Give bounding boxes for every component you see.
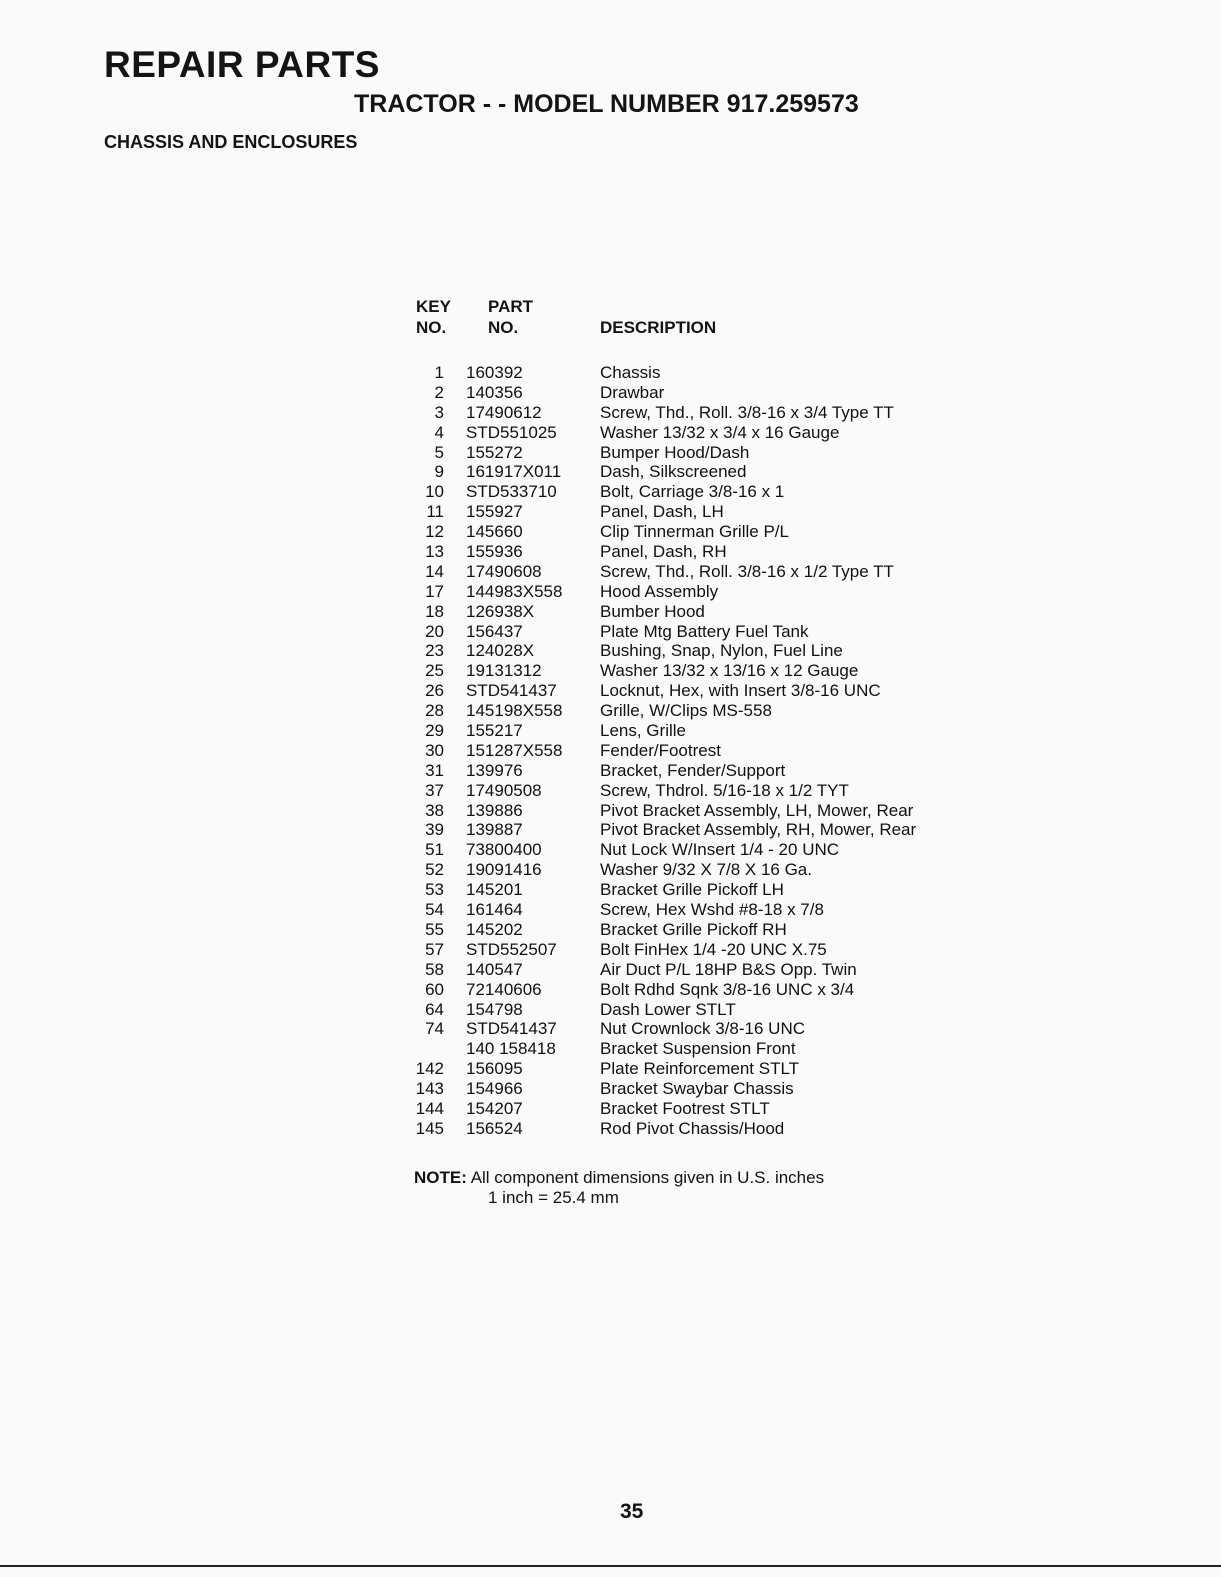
part-header-line2: NO.: [488, 318, 519, 337]
description-cell: Nut Lock W/Insert 1/4 - 20 UNC: [600, 840, 840, 860]
part-no-cell: 145202: [466, 919, 523, 939]
part-no-cell: 140356: [466, 382, 523, 402]
table-row: [400, 1000, 1040, 1020]
description-cell: Drawbar: [600, 382, 665, 402]
part-no-cell: 155936: [466, 542, 523, 562]
description-cell: Panel, Dash, LH: [600, 502, 724, 522]
table-row: [400, 820, 1040, 840]
part-no-cell: 161464: [466, 900, 523, 920]
table-row: [400, 403, 1040, 423]
part-no-cell: 124028X: [466, 641, 535, 661]
key-no-cell: 55: [425, 919, 444, 939]
part-no-cell: 140547: [466, 959, 523, 979]
key-no-cell: 1: [434, 363, 444, 382]
table-row: [400, 383, 1040, 403]
description-cell: Plate Mtg Battery Fuel Tank: [600, 621, 809, 641]
description-cell: Screw, Thdrol. 5/16-18 x 1/2 TYT: [600, 780, 849, 800]
key-no-cell: 53: [425, 880, 444, 900]
table-row: [400, 1099, 1040, 1119]
part-no-cell: 160392: [466, 363, 523, 382]
key-no-cell: 17: [425, 581, 444, 601]
key-no-column-header: [416, 296, 451, 338]
part-no-cell: 154207: [466, 1098, 523, 1118]
description-cell: Pivot Bracket Assembly, LH, Mower, Rear: [600, 800, 914, 820]
description-cell: Bracket Grille Pickoff RH: [600, 919, 787, 939]
part-no-cell: STD551025: [466, 422, 557, 442]
part-no-cell: 17490612: [466, 402, 542, 422]
part-no-cell: 19131312: [466, 661, 542, 681]
part-no-cell: 139886: [466, 800, 523, 820]
table-row: [400, 681, 1040, 701]
part-no-cell: 156095: [466, 1059, 523, 1079]
table-row: [400, 1059, 1040, 1079]
part-no-cell: 151287X558: [466, 740, 563, 760]
table-row: [400, 920, 1040, 940]
part-no-cell: 155272: [466, 442, 523, 462]
part-no-cell: 139887: [466, 820, 523, 840]
part-no-cell: 19091416: [466, 860, 542, 880]
table-row: [400, 562, 1040, 582]
table-row: [400, 940, 1040, 960]
table-row: [400, 1039, 1040, 1059]
parts-list: [400, 363, 1040, 1139]
key-no-cell: 142: [415, 1059, 444, 1079]
table-row: [400, 701, 1040, 721]
description-cell: Rod Pivot Chassis/Hood: [600, 1118, 785, 1138]
key-no-cell: 26: [425, 681, 444, 701]
description-cell: Dash, Silkscreened: [600, 462, 747, 482]
table-row: [400, 840, 1040, 860]
table-row: [400, 582, 1040, 602]
key-no-cell: 28: [425, 701, 444, 721]
key-no-cell: 52: [425, 860, 444, 880]
table-row: [400, 761, 1040, 781]
part-no-cell: 156437: [466, 621, 523, 641]
description-cell: Bracket Footrest STLT: [600, 1098, 770, 1118]
key-no-cell: 60: [425, 979, 444, 999]
table-row: [400, 482, 1040, 502]
description-cell: Washer 13/32 x 13/16 x 12 Gauge: [600, 661, 859, 681]
table-row: [400, 880, 1040, 900]
part-no-cell: 154966: [466, 1079, 523, 1099]
table-row: [400, 900, 1040, 920]
description-cell: Bracket Suspension Front: [600, 1039, 796, 1059]
key-no-cell: 9: [434, 462, 444, 482]
part-no-cell: 17490508: [466, 780, 542, 800]
description-cell: Clip Tinnerman Grille P/L: [600, 522, 789, 542]
description-cell: Panel, Dash, RH: [600, 542, 727, 562]
part-no-cell: 72140606: [466, 979, 542, 999]
part-no-cell: 155927: [466, 502, 523, 522]
description-cell: Locknut, Hex, with Insert 3/8-16 UNC: [600, 681, 881, 701]
part-no-column-header: [488, 296, 533, 338]
key-no-cell: 10: [425, 482, 444, 502]
part-no-cell: 154798: [466, 999, 523, 1019]
description-cell: Nut Crownlock 3/8-16 UNC: [600, 1019, 806, 1039]
key-no-cell: 145: [415, 1118, 444, 1138]
description-cell: Dash Lower STLT: [600, 999, 736, 1019]
table-row: [400, 741, 1040, 761]
key-no-cell: 12: [425, 522, 444, 542]
key-no-cell: 11: [426, 502, 444, 522]
description-cell: Screw, Thd., Roll. 3/8-16 x 3/4 Type TT: [600, 402, 894, 422]
section-heading: CHASSIS AND ENCLOSURES: [104, 132, 358, 152]
description-cell: Bolt FinHex 1/4 -20 UNC X.75: [600, 939, 827, 959]
description-cell: Chassis: [600, 363, 661, 382]
table-row: [400, 1019, 1040, 1039]
key-no-cell: 23: [425, 641, 444, 661]
description-cell: Bumper Hood/Dash: [600, 442, 750, 462]
key-no-cell: 38: [425, 800, 444, 820]
table-row: [400, 860, 1040, 880]
table-row: [400, 661, 1040, 681]
part-no-cell: 156524: [466, 1118, 523, 1138]
key-no-cell: 4: [434, 422, 444, 442]
key-no-cell: 51: [425, 840, 444, 860]
part-no-cell: 17490608: [466, 561, 542, 581]
note-conversion: 1 inch = 25.4 mm: [488, 1188, 619, 1207]
table-row: [400, 960, 1040, 980]
description-cell: Lens, Grille: [600, 721, 686, 741]
part-no-cell: 73800400: [466, 840, 542, 860]
description-cell: Bushing, Snap, Nylon, Fuel Line: [600, 641, 843, 661]
table-row: [400, 363, 1040, 383]
key-no-cell: 5: [434, 442, 444, 462]
part-no-cell: 139976: [466, 760, 523, 780]
description-cell: Bracket Swaybar Chassis: [600, 1079, 794, 1099]
table-row: [400, 622, 1040, 642]
key-header-line2: NO.: [416, 318, 447, 337]
description-cell: Bolt Rdhd Sqnk 3/8-16 UNC x 3/4: [600, 979, 855, 999]
table-row: [400, 781, 1040, 801]
part-no-cell: 145201: [466, 880, 523, 900]
bottom-rule: [0, 1565, 1221, 1567]
table-row: [400, 801, 1040, 821]
table-row: [400, 502, 1040, 522]
table-row: [400, 980, 1040, 1000]
key-no-cell: 3: [434, 402, 444, 422]
part-no-cell: STD552507: [466, 939, 557, 959]
part-no-cell: 144983X558: [466, 581, 563, 601]
part-header-line1: PART: [488, 297, 534, 316]
description-cell: Washer 13/32 x 3/4 x 16 Gauge: [600, 422, 840, 442]
note-text: All component dimensions given in U.S. inches: [470, 1168, 825, 1187]
table-row: [400, 522, 1040, 542]
description-cell: Air Duct P/L 18HP B&S Opp. Twin: [600, 959, 857, 979]
key-no-cell: 74: [425, 1019, 444, 1039]
table-row: [400, 1079, 1040, 1099]
part-no-cell: 126938X: [466, 601, 535, 621]
part-no-cell: 145660: [466, 522, 523, 542]
table-row: [400, 542, 1040, 562]
key-no-cell: 20: [425, 621, 444, 641]
key-no-cell: 58: [425, 959, 444, 979]
page-number: 35: [620, 1500, 644, 1523]
description-cell: Plate Reinforcement STLT: [600, 1059, 800, 1079]
key-no-cell: 39: [425, 820, 444, 840]
key-no-cell: 144: [415, 1098, 444, 1118]
description-cell: Pivot Bracket Assembly, RH, Mower, Rear: [600, 820, 917, 840]
key-no-cell: 30: [425, 740, 444, 760]
part-no-cell: 140 158418: [466, 1039, 556, 1059]
description-cell: Bracket Grille Pickoff LH: [600, 880, 784, 900]
note-label: NOTE:: [414, 1168, 467, 1187]
description-cell: Washer 9/32 X 7/8 X 16 Ga.: [600, 860, 812, 880]
key-no-cell: 31: [425, 760, 444, 780]
part-no-cell: STD533710: [466, 482, 557, 502]
key-no-cell: 64: [425, 999, 444, 1019]
table-row: [400, 602, 1040, 622]
key-no-cell: 57: [425, 939, 444, 959]
table-row: [400, 1119, 1040, 1139]
table-row: [400, 641, 1040, 661]
description-cell: Hood Assembly: [600, 581, 719, 601]
key-no-cell: 37: [425, 780, 444, 800]
description-cell: Bracket, Fender/Support: [600, 760, 786, 780]
description-cell: Bumber Hood: [600, 601, 705, 621]
page-title: REPAIR PARTS: [104, 44, 380, 85]
key-no-cell: 54: [425, 900, 444, 920]
key-no-cell: 13: [425, 542, 444, 562]
model-number-heading: TRACTOR - - MODEL NUMBER 917.259573: [354, 90, 859, 118]
description-cell: Grille, W/Clips MS-558: [600, 701, 772, 721]
key-no-cell: 18: [425, 601, 444, 621]
description-cell: Bolt, Carriage 3/8-16 x 1: [600, 482, 785, 502]
table-row: [400, 423, 1040, 443]
key-no-cell: 29: [425, 721, 444, 741]
part-no-cell: 155217: [466, 721, 523, 741]
table-row: [400, 721, 1040, 741]
key-header-line1: KEY: [416, 297, 451, 316]
key-no-cell: 14: [425, 561, 444, 581]
part-no-cell: 161917X011: [466, 462, 562, 482]
key-no-cell: 2: [434, 382, 444, 402]
table-row: [400, 462, 1040, 482]
description-column-header: DESCRIPTION: [600, 318, 717, 337]
description-cell: Screw, Hex Wshd #8-18 x 7/8: [600, 900, 824, 920]
part-no-cell: STD541437: [466, 1019, 557, 1039]
key-no-cell: 143: [415, 1079, 444, 1099]
part-no-cell: 145198X558: [466, 701, 563, 721]
key-no-cell: 25: [425, 661, 444, 681]
table-row: [400, 443, 1040, 463]
part-no-cell: STD541437: [466, 681, 557, 701]
description-cell: Screw, Thd., Roll. 3/8-16 x 1/2 Type TT: [600, 561, 894, 581]
description-cell: Fender/Footrest: [600, 740, 721, 760]
note: [414, 1167, 824, 1188]
